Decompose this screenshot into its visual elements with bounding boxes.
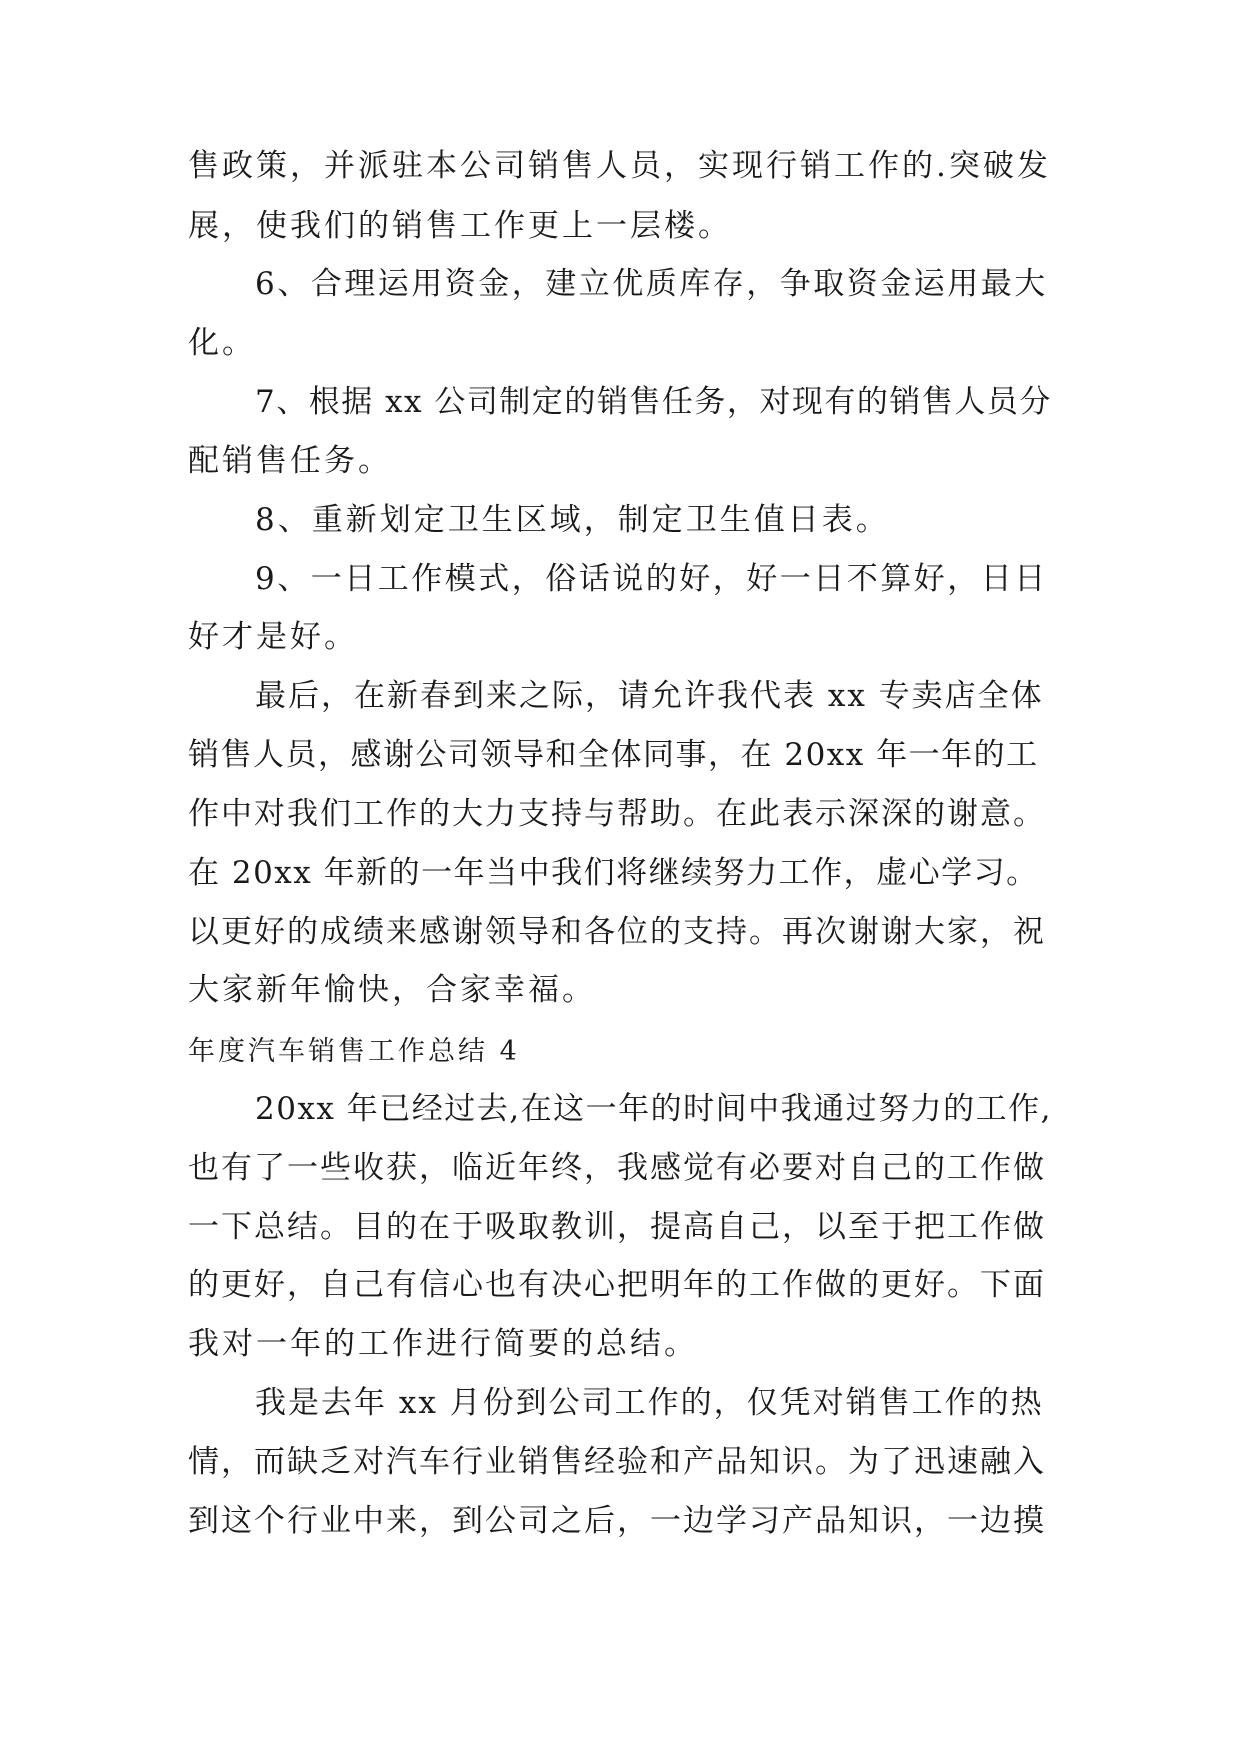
text-line: 展，使我们的销售工作更上一层楼。 <box>188 208 732 244</box>
text-line: 配销售任务。 <box>188 443 392 479</box>
text-line: 也有了一些收获，临近年终，我感觉有必要对自己的工作做 <box>188 1150 1046 1186</box>
text-line: 20xx 年已经过去,在这一年的时间中我通过努力的工作, <box>255 1091 1052 1127</box>
text-line: 售政策，并派驻本公司销售人员，实现行销工作的.突破发 <box>188 148 1051 184</box>
text-line: 大家新年愉快，合家幸福。 <box>188 972 596 1008</box>
text-line: 以更好的成绩来感谢领导和各位的支持。再次谢谢大家，祝 <box>188 914 1046 950</box>
text-line: 一下总结。目的在于吸取教训，提高自己，以至于把工作做 <box>188 1209 1046 1245</box>
section-heading: 年度汽车销售工作总结 4 <box>188 1036 520 1067</box>
text-line: 我对一年的工作进行简要的总结。 <box>188 1326 698 1362</box>
text-line: 的更好，自己有信心也有决心把明年的工作做的更好。下面 <box>188 1267 1046 1303</box>
text-line: 我是去年 xx 月份到公司工作的，仅凭对销售工作的热 <box>255 1385 1044 1421</box>
text-line: 到这个行业中来，到公司之后，一边学习产品知识，一边摸 <box>188 1503 1046 1539</box>
text-line: 好才是好。 <box>188 619 358 655</box>
text-line: 9、一日工作模式，俗话说的好，好一日不算好，日日 <box>255 561 1048 597</box>
text-line: 情，而缺乏对汽车行业销售经验和产品知识。为了迅速融入 <box>188 1444 1046 1480</box>
text-line: 作中对我们工作的大力支持与帮助。在此表示深深的谢意。 <box>188 796 1046 832</box>
text-line: 化。 <box>188 325 256 361</box>
text-line: 7、根据 xx 公司制定的销售任务，对现有的销售人员分 <box>255 384 1052 420</box>
text-line: 最后，在新春到来之际，请允许我代表 xx 专卖店全体 <box>255 678 1044 714</box>
text-line: 销售人员，感谢公司领导和全体同事，在 20xx 年一年的工 <box>188 737 1039 773</box>
text-line: 6、合理运用资金，建立优质库存，争取资金运用最大 <box>255 266 1048 302</box>
text-line: 在 20xx 年新的一年当中我们将继续努力工作，虚心学习。 <box>188 855 1039 891</box>
text-line: 8、重新划定卫生区域，制定卫生值日表。 <box>255 502 890 538</box>
